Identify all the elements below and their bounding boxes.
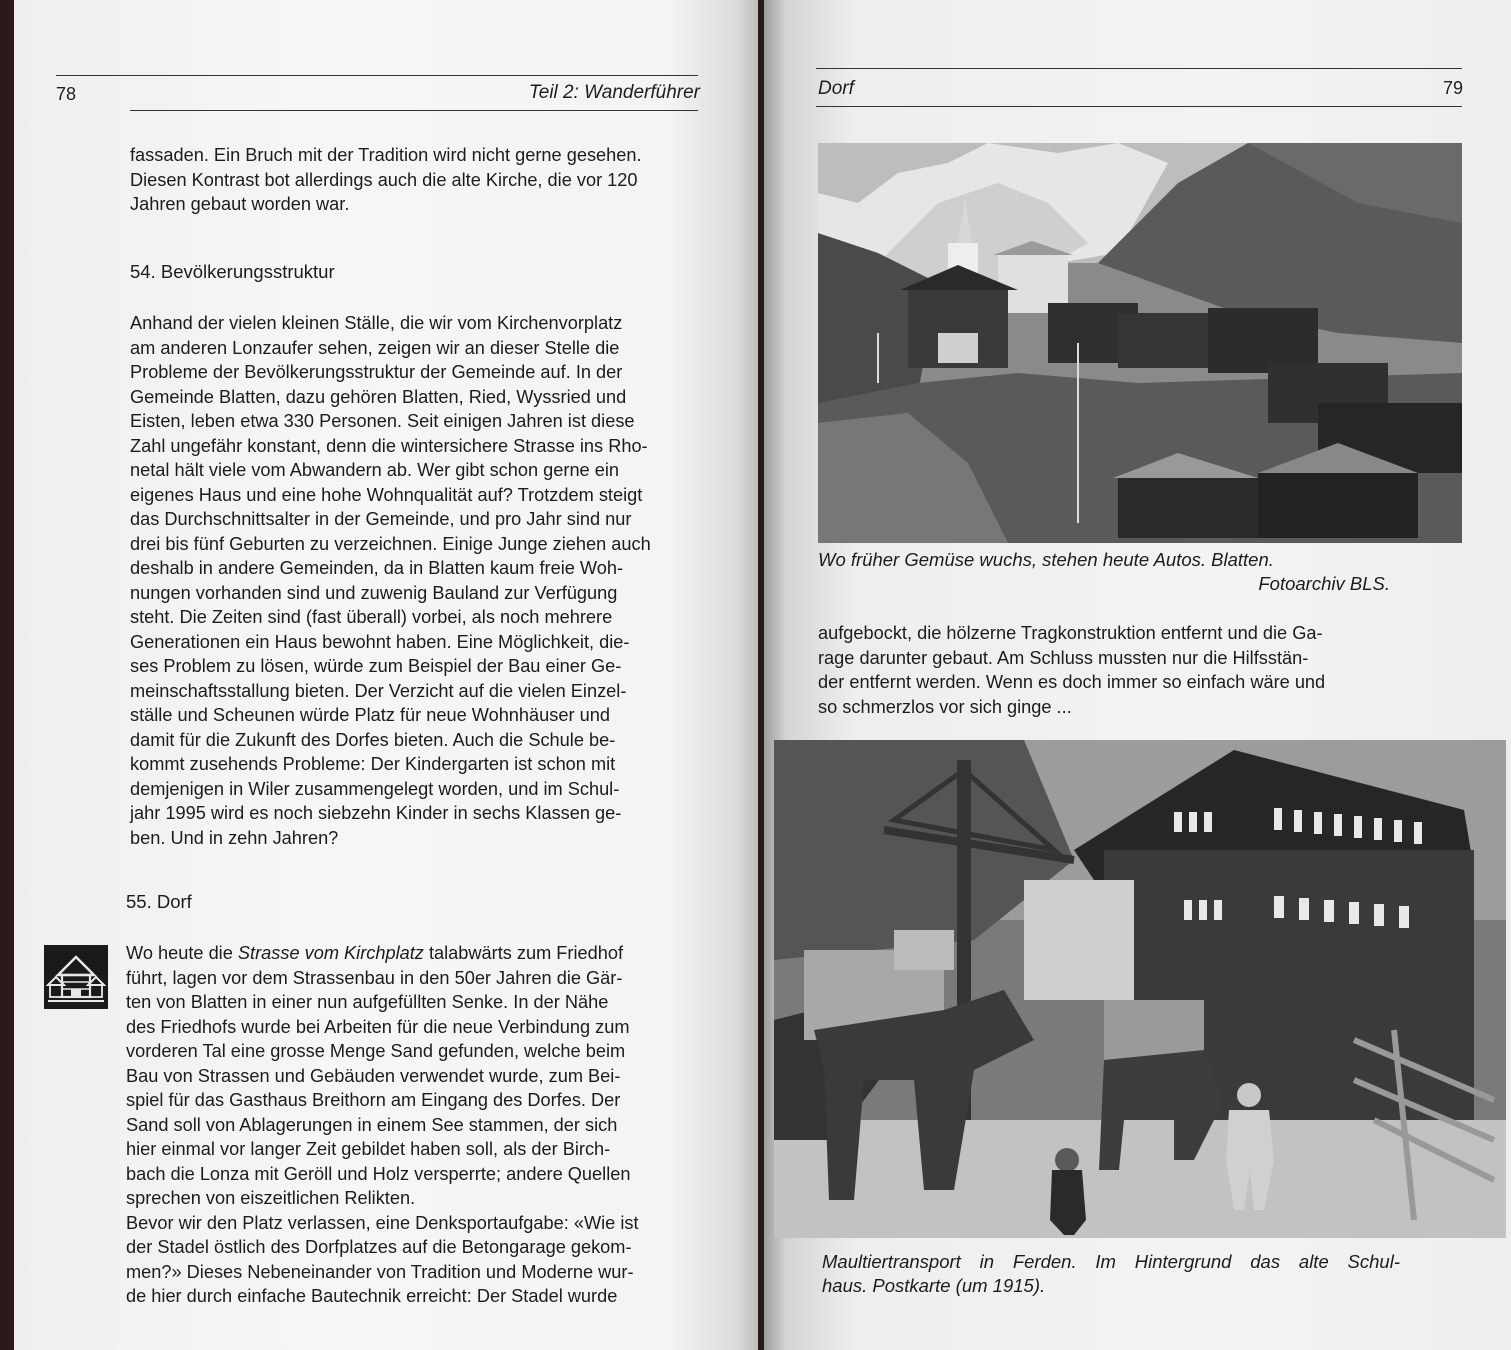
text-line: der Stadel östlich des Dorfplatzes auf die Betongarage gekom- xyxy=(126,1237,632,1257)
village-photo-caption xyxy=(818,548,1462,596)
text-line: demjenigen in Wiler zusammengelegt worden, und im Schul- xyxy=(130,778,620,799)
text-line: Bevor wir den Platz verlassen, eine Denksportaufgabe: «Wie ist xyxy=(126,1212,639,1233)
text-span: Wo heute die xyxy=(126,943,238,963)
text-line: führt, lagen vor dem Strassenbau in den 50er Jahren die Gär- xyxy=(126,967,623,988)
text-line: der entfernt werden. Wenn es doch immer so einfach wäre und xyxy=(818,672,1326,692)
caption-credit: Fotoarchiv BLS. xyxy=(1258,573,1390,594)
text-line: Generationen ein Haus bewohnt haben. Eine Möglichkeit, die- xyxy=(130,631,630,652)
text-line: sprechen von eiszeitlichen Relikten. xyxy=(126,1188,416,1208)
section-heading-54: 54. Bevölkerungsstruktur xyxy=(130,261,335,282)
text-line: deshalb in andere Gemeinden, da in Blatten kaum freie Woh- xyxy=(130,558,624,578)
text-line: das Durchschnittsalter in der Gemeinde, und pro Jahr sind nur xyxy=(130,509,632,529)
text-line: kommt zusehends Probleme: Der Kindergarten ist schon mit xyxy=(130,754,616,774)
text-line: Anhand der vielen kleinen Ställe, die wir vom Kirchenvorplatz xyxy=(130,313,623,333)
text-line: nungen vorhanden sind und zuwenig Bauland zur Verfügung xyxy=(130,582,618,603)
text-line: netal hält viele vom Abwandern ab. Wer gibt schon gerne ein xyxy=(130,460,620,480)
section-heading-55: 55. Dorf xyxy=(126,891,192,912)
text-line: meinschaftsstallung bieten. Der Verzicht auf die vielen Einzel- xyxy=(130,680,627,701)
text-line: damit für die Zukunft des Dorfes bieten. Auch die Schule be- xyxy=(130,729,616,750)
running-head-right: Dorf xyxy=(818,78,854,99)
text-line: ben. Und in zehn Jahren? xyxy=(130,827,339,848)
text-line: hier einmal vor langer Zeit gebildet haben soll, als der Birch- xyxy=(126,1139,611,1159)
text-line: Zahl ungefähr konstant, denn die wintersichere Strasse ins Rho- xyxy=(130,435,648,456)
header-rule-top-left xyxy=(56,75,698,76)
text-line: bach die Lonza mit Geröll und Holz versperrte; andere Quellen xyxy=(126,1163,631,1184)
text-line: Jahren gebaut worden war. xyxy=(130,194,350,214)
text-line: am anderen Lonzaufer sehen, zeigen wir an dieser Stelle die xyxy=(130,337,620,358)
right-page xyxy=(764,0,1511,1350)
text-line: aufgebockt, die hölzerne Tragkonstruktion entfernt und die Ga- xyxy=(818,623,1323,643)
header-rule-bottom-right xyxy=(816,106,1462,107)
section-54-paragraph xyxy=(130,311,698,850)
caption-line: Maultiertransport in Ferden. Im Hintergrund das alte Schul- xyxy=(822,1251,1400,1272)
text-line xyxy=(126,941,698,966)
text-line: spiel für das Gasthaus Breithorn am Eingang des Dorfes. Der xyxy=(126,1090,621,1110)
text-line: so schmerzlos vor sich ginge ... xyxy=(818,696,1072,717)
mule-transport-photo-graphic xyxy=(774,740,1506,1238)
caption-line: Wo früher Gemüse wuchs, stehen heute Autos. Blatten. xyxy=(818,549,1274,570)
text-line: de hier durch einfache Bautechnik erreicht: Der Stadel wurde xyxy=(126,1286,618,1306)
village-houses-icon xyxy=(44,945,108,1009)
village-photo xyxy=(818,143,1462,543)
mule-transport-caption xyxy=(822,1250,1400,1298)
text-line: drei bis fünf Geburten zu verzeichnen. Einige Junge ziehen auch xyxy=(130,533,651,554)
village-photo-graphic xyxy=(818,143,1462,543)
text-line: jahr 1995 wird es noch siebzehn Kinder in sechs Klassen ge- xyxy=(130,803,622,823)
right-body-paragraph xyxy=(818,621,1388,719)
text-line: Eisten, leben etwa 330 Personen. Seit einigen Jahren ist diese xyxy=(130,411,635,431)
text-line: Bau von Strassen und Gebäuden verwendet wurde, zum Bei- xyxy=(126,1065,621,1086)
section-55-paragraph xyxy=(126,941,698,1309)
header-rule-top-right xyxy=(816,68,1462,69)
text-line: Gemeinde Blatten, dazu gehören Blatten, Ried, Wyssried und xyxy=(130,386,627,407)
text-line: Sand soll von Ablagerungen in einem See stammen, der sich xyxy=(126,1114,618,1135)
page-number-left: 78 xyxy=(56,84,77,104)
text-line: des Friedhofs wurde bei Arbeiten für die neue Verbindung zum xyxy=(126,1016,630,1037)
text-line: Probleme der Bevölkerungsstruktur der Gemeinde auf. In der xyxy=(130,362,623,382)
intro-paragraph xyxy=(130,143,698,217)
text-span: talabwärts zum Friedhof xyxy=(423,943,624,963)
text-line: men?» Dieses Nebeneinander von Tradition und Moderne wur- xyxy=(126,1261,634,1282)
text-line: steht. Die Zeiten sind (fast überall) vorbei, als noch mehrere xyxy=(130,607,613,627)
mule-transport-photo xyxy=(774,740,1506,1238)
text-line: rage darunter gebaut. Am Schluss mussten nur die Hilfsstän- xyxy=(818,647,1309,668)
street-name: Strasse vom Kirchplatz xyxy=(237,943,424,963)
text-line: fassaden. Ein Bruch mit der Tradition wird nicht gerne gesehen. xyxy=(130,145,642,165)
text-line: ten von Blatten in einer nun aufgefüllten Senke. In der Nähe xyxy=(126,992,609,1012)
running-head-left: Teil 2: Wanderführer xyxy=(528,82,700,103)
text-line: ställe und Scheunen würde Platz für neue Wohnhäuser und xyxy=(130,705,610,725)
page-number-right: 79 xyxy=(1442,78,1463,98)
text-line: eigenes Haus und eine hohe Wohnqualität auf? Trotzdem steigt xyxy=(130,484,643,505)
text-line: ses Problem zu lösen, würde zum Beispiel der Bau einer Ge- xyxy=(130,656,622,676)
text-line: Diesen Kontrast bot allerdings auch die alte Kirche, die vor 120 xyxy=(130,169,638,190)
caption-line: haus. Postkarte (um 1915). xyxy=(822,1275,1046,1296)
left-page xyxy=(14,0,758,1350)
text-line: vorderen Tal eine grosse Menge Sand gefunden, welche beim xyxy=(126,1041,626,1061)
header-rule-bottom-left xyxy=(130,110,698,111)
